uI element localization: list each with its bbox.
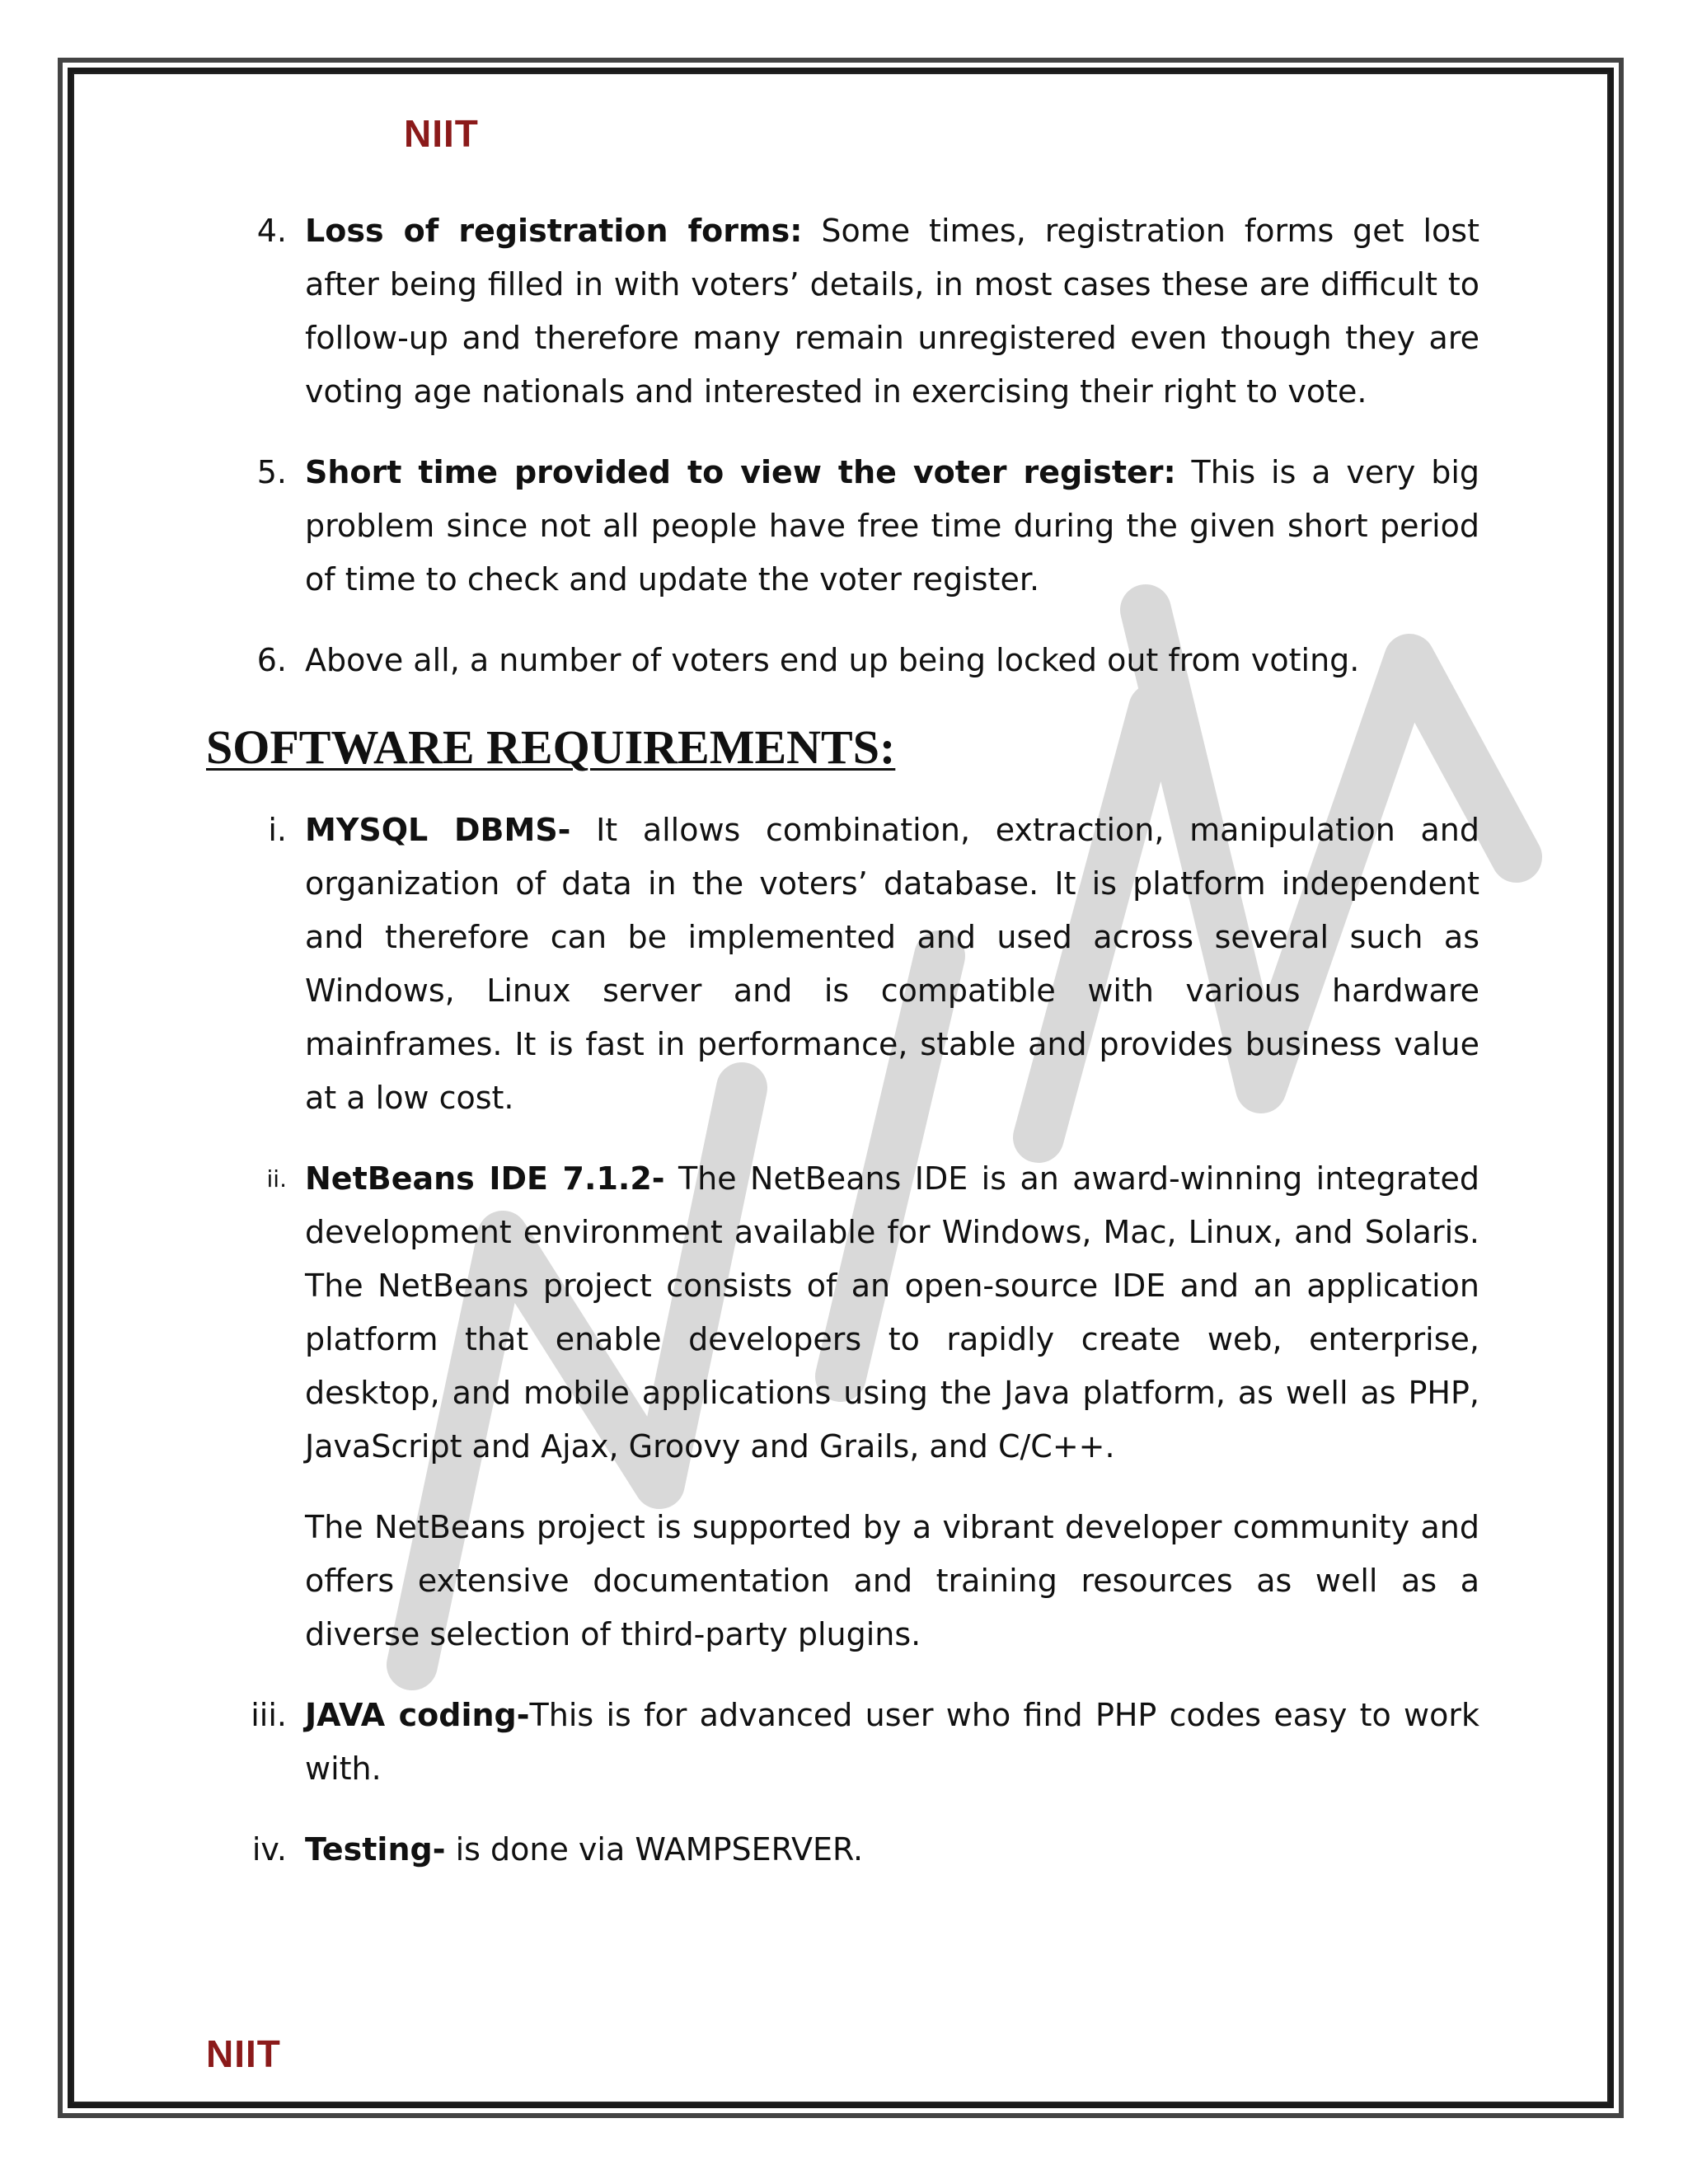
list-marker: 5. (256, 454, 287, 490)
header-logo: NIIT (404, 112, 479, 155)
item-description: is done via WAMPSERVER. (445, 1831, 864, 1868)
item-label: MYSQL DBMS- (305, 812, 571, 848)
document-body (206, 204, 1479, 1904)
section-heading: SOFTWARE REQUIREMENTS: (206, 720, 896, 774)
list-marker: iii. (251, 1697, 287, 1733)
item-label: NetBeans IDE 7.1.2- (305, 1160, 665, 1197)
list-item-text (305, 1823, 1479, 1877)
item-label: JAVA coding- (305, 1697, 530, 1733)
requirement-item-iii (206, 1689, 1479, 1796)
item-label: Loss of registration forms: (305, 213, 803, 249)
footer-logo: NIIT (206, 2032, 281, 2075)
item-description: This is a very big problem since not all people have free time during the given short period of time to check and update the voter register. (305, 454, 1479, 598)
list-item-text (305, 634, 1479, 687)
list-marker: i. (268, 812, 287, 848)
list-marker: ii. (266, 1165, 287, 1193)
list-item-text (305, 204, 1479, 419)
list-item-text (305, 1689, 1479, 1796)
requirement-item-ii-continuation: The NetBeans project is supported by a vibrant developer community and offers extensive documentation and training resources as well as a diverse selection of third-party plugins. (305, 1509, 1479, 1652)
requirement-item-ii (206, 1152, 1479, 1474)
item-description: It allows combination, extraction, manipulation and organization of data in the voters’ database. It is platform independent and therefore can be implemented and used across several such as Windows, Linux server and is compatible with various hardware mainframes. It is fast in performance, stable and provides business value at a low cost. (305, 812, 1479, 1116)
list-item-text (305, 804, 1479, 1125)
list-marker: 6. (256, 642, 287, 678)
item-label: Short time provided to view the voter register: (305, 454, 1176, 490)
list-marker: iv. (251, 1831, 287, 1868)
problem-item-5 (206, 446, 1479, 607)
list-item-text (305, 446, 1479, 607)
item-label: Testing- (305, 1831, 446, 1868)
problem-item-6 (206, 634, 1479, 687)
item-description: Some times, registration forms get lost after being filled in with voters’ details, in most cases these are difficult to follow-up and therefore many remain unregistered even though they are voting age nationals and interested in exercising their right to vote. (305, 213, 1479, 410)
item-description: Above all, a number of voters end up being locked out from voting. (305, 642, 1360, 678)
list-marker: 4. (256, 213, 287, 249)
item-description: This is for advanced user who find PHP codes easy to work with. (305, 1697, 1480, 1787)
list-item-text (305, 1152, 1479, 1474)
problem-item-4 (206, 204, 1479, 419)
requirement-item-iv (206, 1823, 1479, 1877)
item-description: The NetBeans IDE is an award-winning integrated development environment available for Windows, Mac, Linux, and Solaris. The NetBeans project consists of an open-source IDE and an application platform that enable developers to rapidly create web, enterprise, desktop, and mobile applications using the Java platform, as well as PHP, JavaScript and Ajax, Groovy and Grails, and C/C++. (305, 1160, 1479, 1465)
requirement-item-i (206, 804, 1479, 1125)
